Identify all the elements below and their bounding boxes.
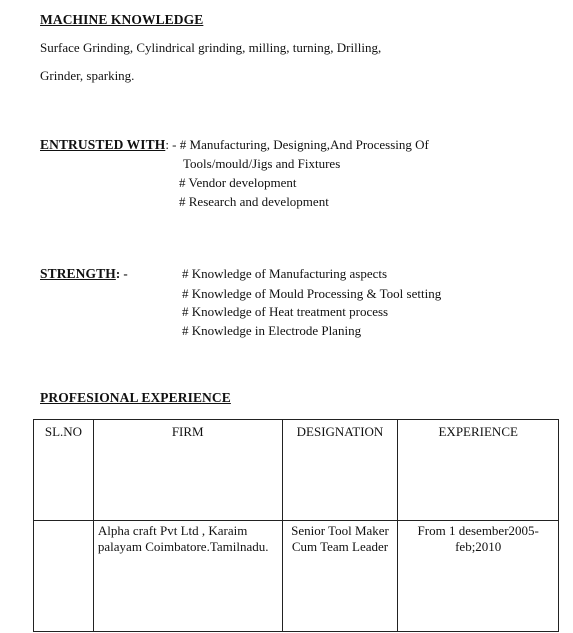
column-header-sl-no: SL.NO <box>34 420 94 521</box>
column-header-experience: EXPERIENCE <box>398 420 559 521</box>
experience-table <box>33 419 559 632</box>
column-header-designation: DESIGNATION <box>282 420 398 521</box>
entrusted-with-heading: ENTRUSTED WITH <box>40 137 166 152</box>
experience-heading: PROFESIONAL EXPERIENCE <box>40 390 231 405</box>
entrusted-with-row <box>40 137 429 153</box>
entrusted-with-line-4: # Research and development <box>179 194 329 209</box>
column-header-firm: FIRM <box>93 420 282 521</box>
strength-item: # Knowledge of Mould Processing & Tool setting <box>182 286 442 301</box>
strength-heading-suffix: : - <box>115 266 128 281</box>
strength-row <box>40 266 128 282</box>
cell-designation: Senior Tool Maker Cum Team Leader <box>282 521 398 632</box>
strength-item: # Knowledge of Manufacturing aspects <box>182 266 388 281</box>
machine-knowledge-line-2: Grinder, sparking. <box>40 68 135 83</box>
entrusted-with-first-item: : - # Manufacturing, Designing,And Processing Of <box>165 137 429 152</box>
cell-firm: Alpha craft Pvt Ltd , Karaim palayam Coimbatore.Tamilnadu. <box>93 521 282 632</box>
machine-knowledge-heading: MACHINE KNOWLEDGE <box>40 12 204 27</box>
machine-knowledge-line-1: Surface Grinding, Cylindrical grinding, milling, turning, Drilling, <box>40 40 382 55</box>
strength-item: # Knowledge in Electrode Planing <box>182 323 362 338</box>
cell-experience: From 1 desember2005-feb;2010 <box>398 521 559 632</box>
entrusted-with-line-2: Tools/mould/Jigs and Fixtures <box>183 156 341 171</box>
strength-item: # Knowledge of Heat treatment process <box>182 304 389 319</box>
cell-sl-no <box>34 521 94 632</box>
strength-heading: STRENGTH <box>40 266 116 281</box>
table-row <box>34 521 559 632</box>
table-header-row <box>34 420 559 521</box>
entrusted-with-line-3: # Vendor development <box>179 175 297 190</box>
